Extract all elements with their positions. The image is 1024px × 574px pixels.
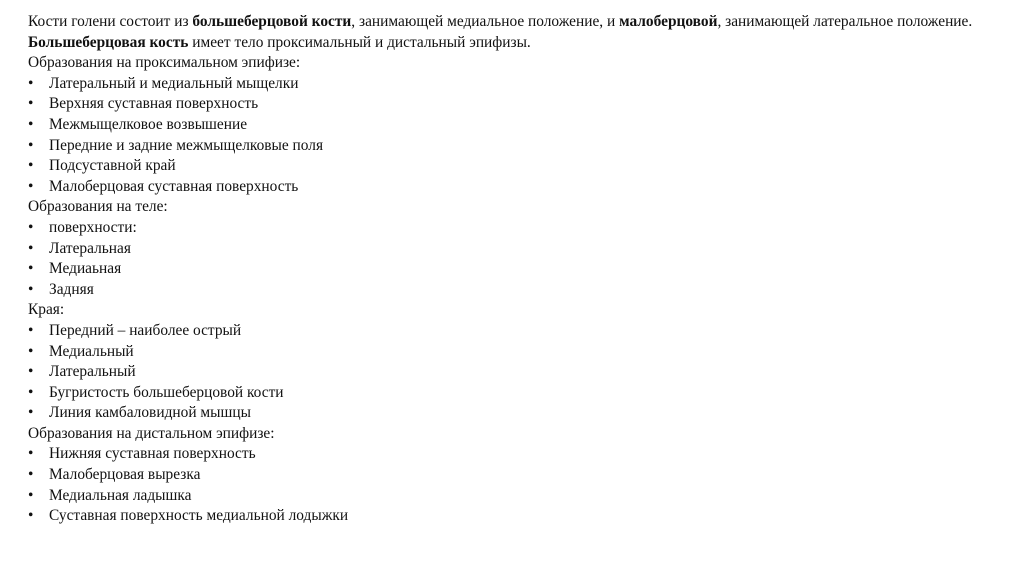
bullet-icon: • [28,136,34,154]
bullet-list [28,444,988,526]
list-item [28,74,988,95]
fibula-term: малоберцовой [619,13,718,30]
list-item [28,383,988,404]
bullet-icon: • [28,342,34,360]
bullet-list [28,321,988,424]
intro-text: , занимающей латеральное положение. [717,13,973,30]
intro-text: Кости голени состоит из [28,13,193,30]
bullet-icon: • [28,363,34,381]
section-heading: Образования на дистальном эпифизе: [28,424,275,442]
list-item-text: Латеральная [49,239,131,257]
list-item-text: Бугристость большеберцовой кости [49,383,284,401]
list-item-text: поверхности: [49,218,137,236]
bullet-icon: • [28,157,34,175]
list-item-text: Латеральный и медиальный мыщелки [49,74,299,92]
list-item-text: Малоберцовая вырезка [49,466,201,484]
list-item-text: Суставная поверхность медиальной лодыжки [49,507,349,525]
section-distal-epiphysis [28,424,988,527]
bullet-list [28,218,988,300]
list-item-text: Нижняя суставная поверхность [49,445,256,463]
bullet-icon: • [28,507,34,525]
tibia-description: имеет тело проксимальный и дистальный эпифизы. [188,33,531,51]
section-heading: Образования на теле: [28,198,168,216]
bullet-icon: • [28,321,34,339]
list-item-text: Задняя [49,280,94,298]
bullet-icon: • [28,466,34,484]
tibia-paragraph [28,33,988,54]
section-heading: Образования на проксимальном эпифизе: [28,54,301,72]
list-item-text: Латеральный [49,363,136,381]
list-item-text: Медиаьная [49,260,122,278]
list-item [28,362,988,383]
list-item [28,94,988,115]
section-heading: Края: [28,301,65,319]
section-edges [28,300,988,424]
list-item-text: Межмыщелковое возвышение [49,115,248,133]
list-item [28,156,988,177]
list-item-text: Верхняя суставная поверхность [49,95,259,113]
list-item [28,486,988,507]
intro-text: , занимающей медиальное положение, и [351,13,620,30]
list-item [28,506,988,527]
list-item-text: Медиальная ладышка [49,486,192,504]
list-item [28,115,988,136]
bullet-list [28,74,988,198]
bullet-icon: • [28,218,34,236]
list-item [28,280,988,301]
list-item [28,136,988,157]
slide-content [28,12,988,527]
bullet-icon: • [28,95,34,113]
list-item-text: Линия камбаловидной мышцы [49,404,251,422]
section-proximal-epiphysis [28,53,988,197]
list-item [28,177,988,198]
section-body [28,197,988,300]
intro-paragraph [28,12,988,33]
list-item [28,465,988,486]
list-item [28,218,988,239]
bullet-icon: • [28,280,34,298]
bullet-icon: • [28,383,34,401]
bullet-icon: • [28,486,34,504]
list-item [28,321,988,342]
bullet-icon: • [28,445,34,463]
list-item-text: Передние и задние межмыщелковые поля [49,136,324,154]
list-item-text: Передний – наиболее острый [49,321,242,339]
list-item [28,239,988,260]
list-item [28,259,988,280]
bullet-icon: • [28,404,34,422]
list-item-text: Подсуставной край [49,157,176,175]
list-item [28,444,988,465]
list-item [28,342,988,363]
list-item-text: Малоберцовая суставная поверхность [49,177,299,195]
bullet-icon: • [28,177,34,195]
list-item-text: Медиальный [49,342,134,360]
bullet-icon: • [28,239,34,257]
tibia-heading-term: Большеберцовая кость [28,33,189,51]
bullet-icon: • [28,115,34,133]
bullet-icon: • [28,74,34,92]
list-item [28,403,988,424]
tibia-term: большеберцовой кости [192,13,352,30]
bullet-icon: • [28,260,34,278]
